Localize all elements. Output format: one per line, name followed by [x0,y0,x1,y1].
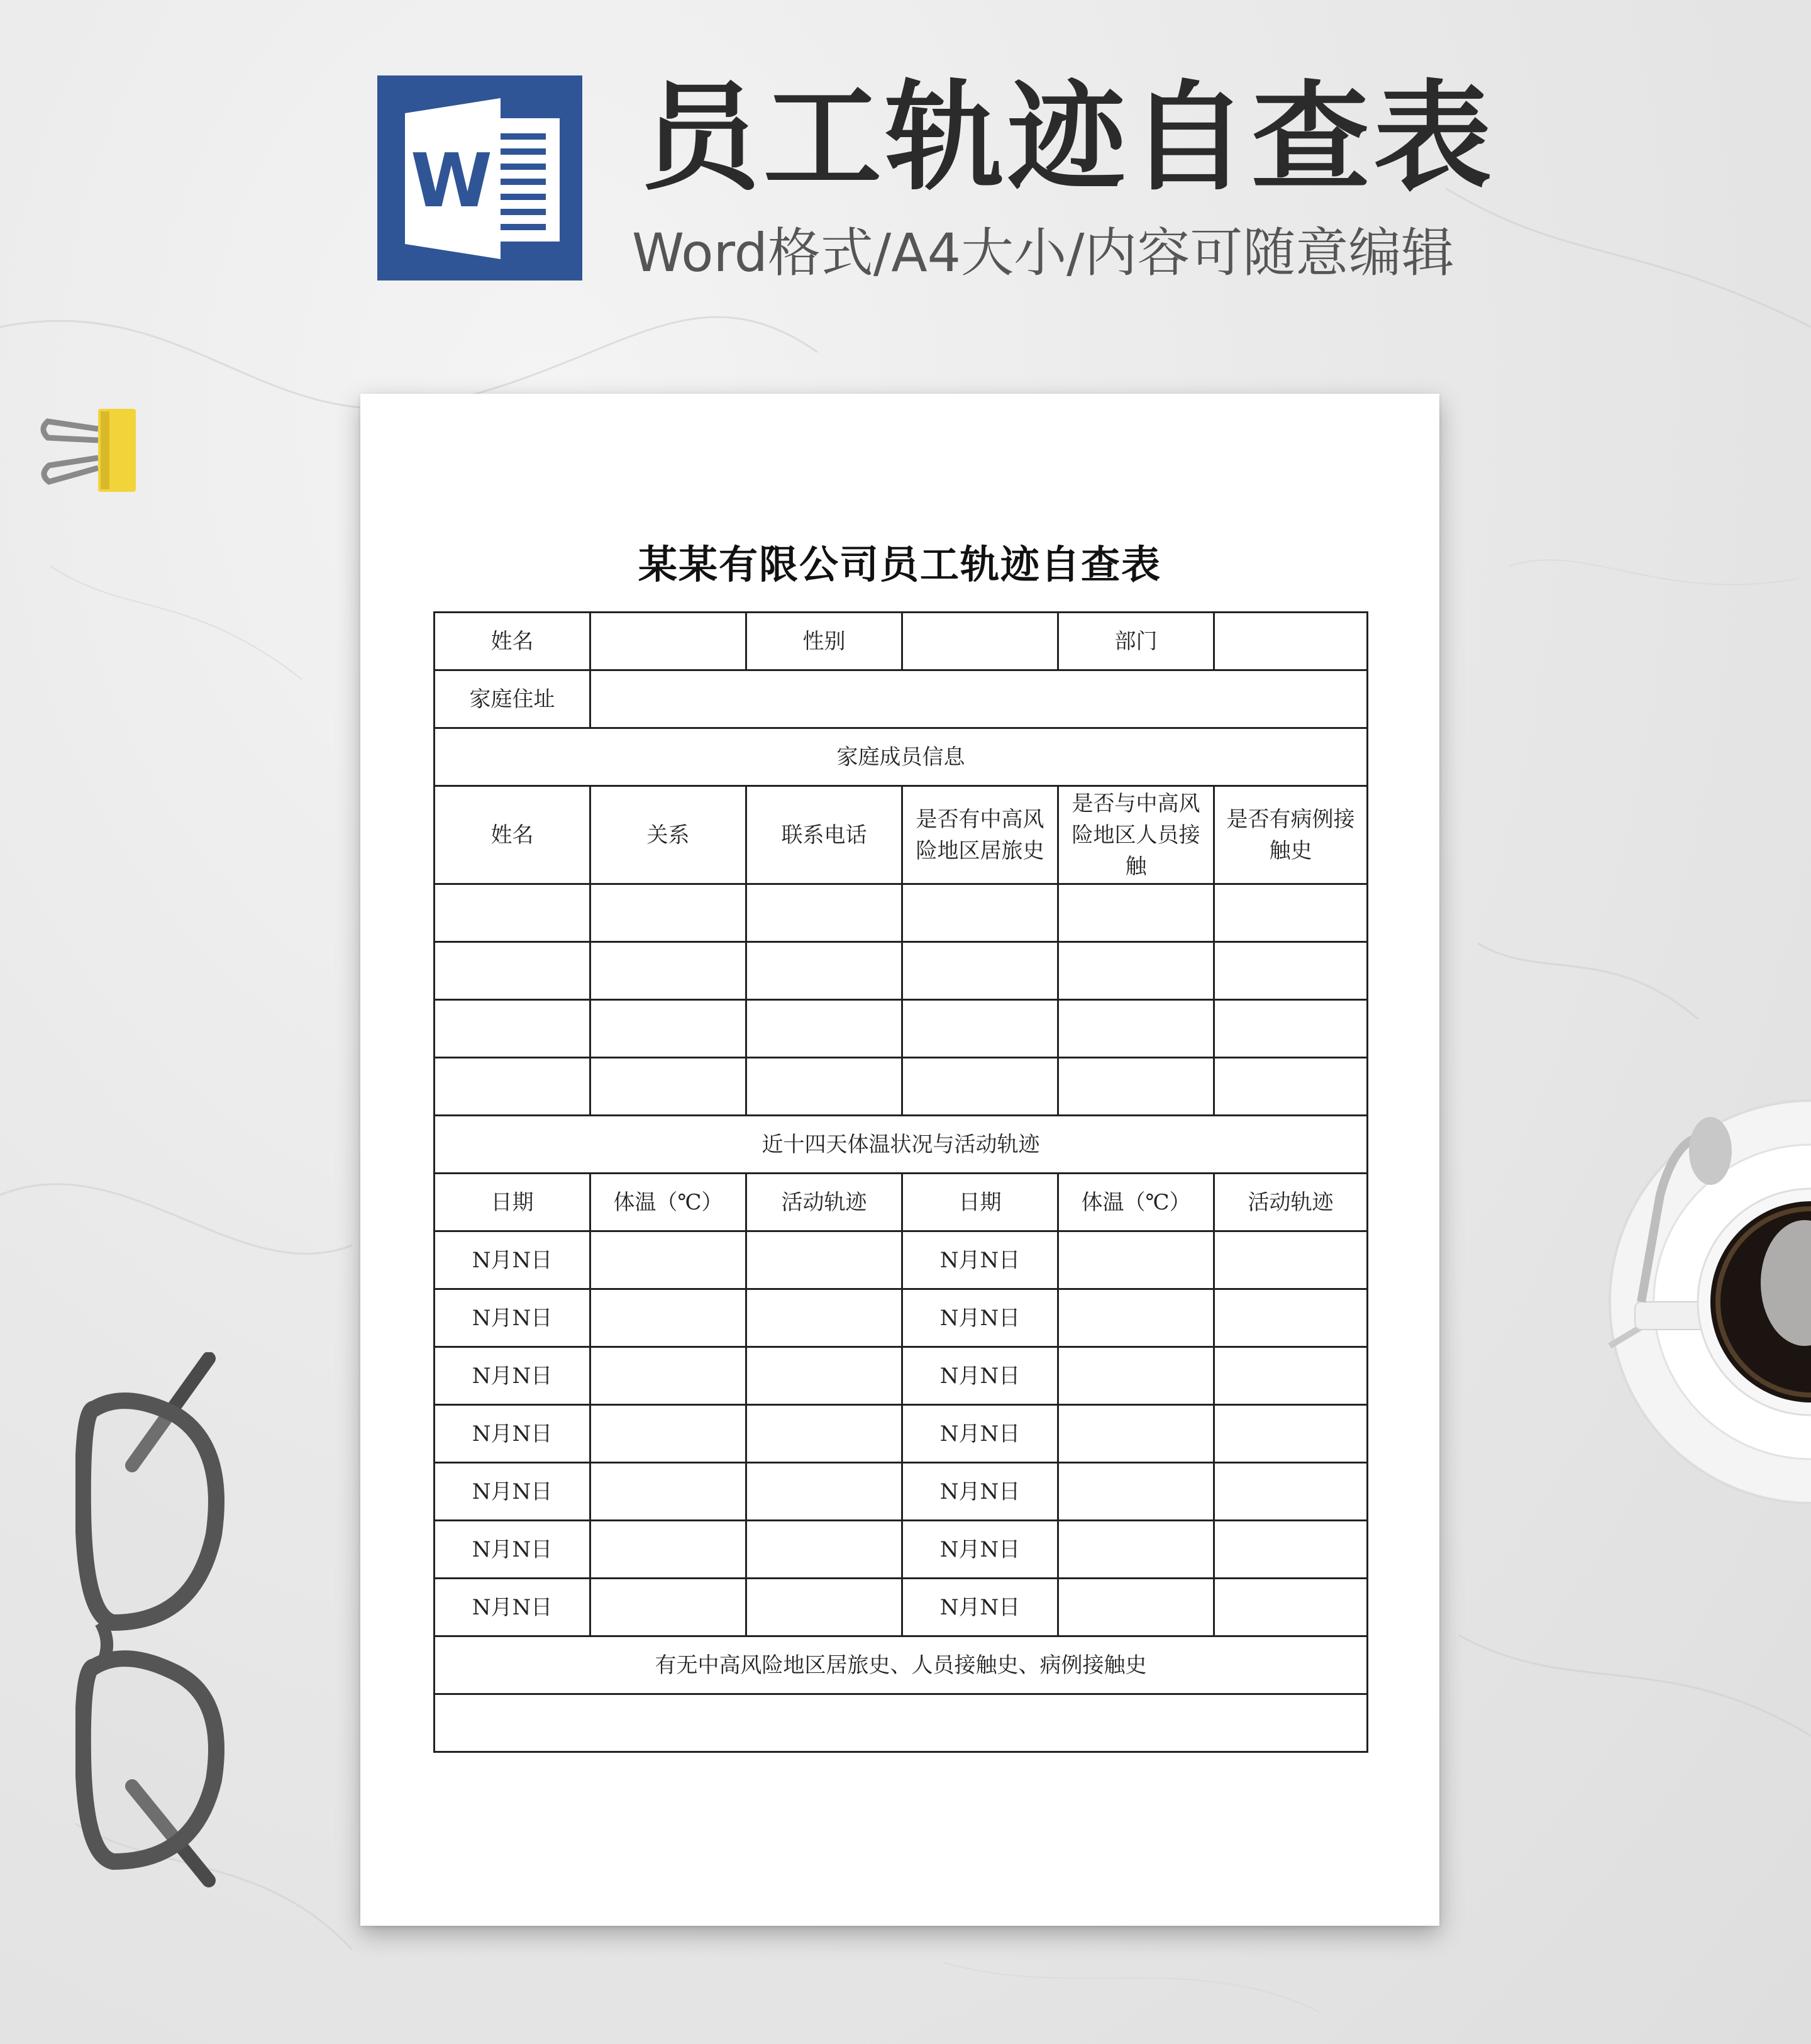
family-member-cell[interactable] [590,942,746,1000]
temperature-cell[interactable] [590,1231,746,1289]
family-member-cell[interactable] [1214,1058,1368,1116]
temperature-rows [435,1231,1368,1636]
date-cell: N月N日 [902,1289,1058,1347]
history-section [435,1636,1368,1752]
temperature-row [435,1347,1368,1405]
track-cell[interactable] [746,1231,902,1289]
document-title: 某某有限公司员工轨迹自查表 [638,542,1161,587]
date-cell: N月N日 [435,1579,590,1636]
row-family-section [435,728,1368,786]
temp-header-date-right: 日期 [902,1174,1058,1231]
family-header-case-contact: 是否有病例接触史 [1214,786,1368,884]
date-cell: N月N日 [902,1231,1058,1289]
temperature-cell[interactable] [590,1521,746,1579]
temp-section-header: 近十四天体温状况与活动轨迹 [435,1116,1368,1174]
temperature-cell[interactable] [1058,1347,1214,1405]
track-cell[interactable] [1214,1405,1368,1463]
address-field[interactable] [590,670,1368,728]
family-section-header: 家庭成员信息 [435,728,1368,786]
eyeglasses-icon [75,1352,239,1893]
track-cell[interactable] [746,1463,902,1521]
row-basic-info [435,613,1368,670]
family-member-cell[interactable] [435,1058,590,1116]
family-member-row [435,1000,1368,1058]
document-page [360,394,1439,1926]
family-header-travel-history: 是否有中高风险地区居旅史 [902,786,1058,884]
family-member-cell[interactable] [435,884,590,942]
row-history-answer [435,1694,1368,1752]
row-address [435,670,1368,728]
temp-header-track-right: 活动轨迹 [1214,1174,1368,1231]
family-member-cell[interactable] [590,1058,746,1116]
track-cell[interactable] [1214,1579,1368,1636]
date-cell: N月N日 [435,1289,590,1347]
row-family-headers [435,786,1368,884]
family-member-cell[interactable] [746,1058,902,1116]
row-temp-headers [435,1174,1368,1231]
family-member-cell[interactable] [902,884,1058,942]
family-member-cell[interactable] [1058,884,1214,942]
temperature-cell[interactable] [590,1347,746,1405]
gender-field[interactable] [902,613,1058,670]
date-cell: N月N日 [435,1347,590,1405]
gender-label: 性别 [746,613,902,670]
date-cell: N月N日 [902,1521,1058,1579]
family-member-cell[interactable] [590,884,746,942]
word-logo-letter: W [410,137,493,224]
temperature-cell[interactable] [590,1405,746,1463]
track-cell[interactable] [746,1289,902,1347]
temp-header-track-left: 活动轨迹 [746,1174,902,1231]
track-cell[interactable] [746,1347,902,1405]
track-cell[interactable] [1214,1347,1368,1405]
temperature-cell[interactable] [1058,1521,1214,1579]
family-member-cell[interactable] [1214,884,1368,942]
name-label: 姓名 [435,613,590,670]
history-label: 有无中高风险地区居旅史、人员接触史、病例接触史 [435,1636,1368,1694]
temp-header-date-left: 日期 [435,1174,590,1231]
temperature-row [435,1289,1368,1347]
family-member-cell[interactable] [746,942,902,1000]
date-cell: N月N日 [902,1463,1058,1521]
family-member-row [435,1058,1368,1116]
temperature-cell[interactable] [1058,1463,1214,1521]
coffee-cup-icon [1597,1094,1811,1522]
date-cell: N月N日 [902,1405,1058,1463]
temperature-cell[interactable] [1058,1289,1214,1347]
family-member-cell[interactable] [1058,942,1214,1000]
temperature-cell[interactable] [1058,1405,1214,1463]
family-member-cell[interactable] [902,1058,1058,1116]
department-field[interactable] [1214,613,1368,670]
track-cell[interactable] [746,1521,902,1579]
track-cell[interactable] [746,1579,902,1636]
name-field[interactable] [590,613,746,670]
track-cell[interactable] [1214,1521,1368,1579]
date-cell: N月N日 [902,1579,1058,1636]
track-cell[interactable] [746,1405,902,1463]
family-member-cell[interactable] [1214,942,1368,1000]
date-cell: N月N日 [435,1231,590,1289]
family-member-row [435,884,1368,942]
date-cell: N月N日 [435,1405,590,1463]
temp-header-temperature-right: 体温（℃） [1058,1174,1214,1231]
row-history-label [435,1636,1368,1694]
family-member-cell[interactable] [1058,1000,1214,1058]
family-member-row [435,942,1368,1000]
track-cell[interactable] [1214,1231,1368,1289]
date-cell: N月N日 [435,1463,590,1521]
family-header-relation: 关系 [590,786,746,884]
date-cell: N月N日 [902,1347,1058,1405]
family-header-contact-history: 是否与中高风险地区人员接触 [1058,786,1214,884]
temperature-row [435,1463,1368,1521]
family-header-phone: 联系电话 [746,786,902,884]
temperature-section [435,1116,1368,1231]
word-logo-icon [377,75,582,280]
family-member-rows [435,884,1368,1116]
family-member-cell[interactable] [590,1000,746,1058]
temperature-row [435,1579,1368,1636]
hero-subtitle: Word格式/A4大小/内容可随意编辑 [632,222,1454,284]
family-member-cell[interactable] [902,942,1058,1000]
family-member-cell[interactable] [746,1000,902,1058]
history-answer-field[interactable] [435,1694,1368,1752]
family-member-cell[interactable] [435,1000,590,1058]
department-label: 部门 [1058,613,1214,670]
temperature-cell[interactable] [590,1579,746,1636]
family-member-cell[interactable] [902,1000,1058,1058]
date-cell: N月N日 [435,1521,590,1579]
temperature-row [435,1405,1368,1463]
hero-title: 员工轨迹自查表 [641,69,1495,207]
form-body [435,613,1368,884]
track-cell[interactable] [1214,1289,1368,1347]
family-member-cell[interactable] [435,942,590,1000]
binder-clip-icon [35,403,148,497]
temp-header-temperature-left: 体温（℃） [590,1174,746,1231]
track-cell[interactable] [1214,1463,1368,1521]
temperature-row [435,1231,1368,1289]
temperature-cell[interactable] [1058,1231,1214,1289]
family-member-cell[interactable] [746,884,902,942]
temperature-cell[interactable] [590,1463,746,1521]
family-header-name: 姓名 [435,786,590,884]
family-member-cell[interactable] [1058,1058,1214,1116]
self-check-form [433,611,1368,1753]
family-member-cell[interactable] [1214,1000,1368,1058]
temperature-cell[interactable] [590,1289,746,1347]
address-label: 家庭住址 [435,670,590,728]
temperature-row [435,1521,1368,1579]
row-temp-section [435,1116,1368,1174]
temperature-cell[interactable] [1058,1579,1214,1636]
